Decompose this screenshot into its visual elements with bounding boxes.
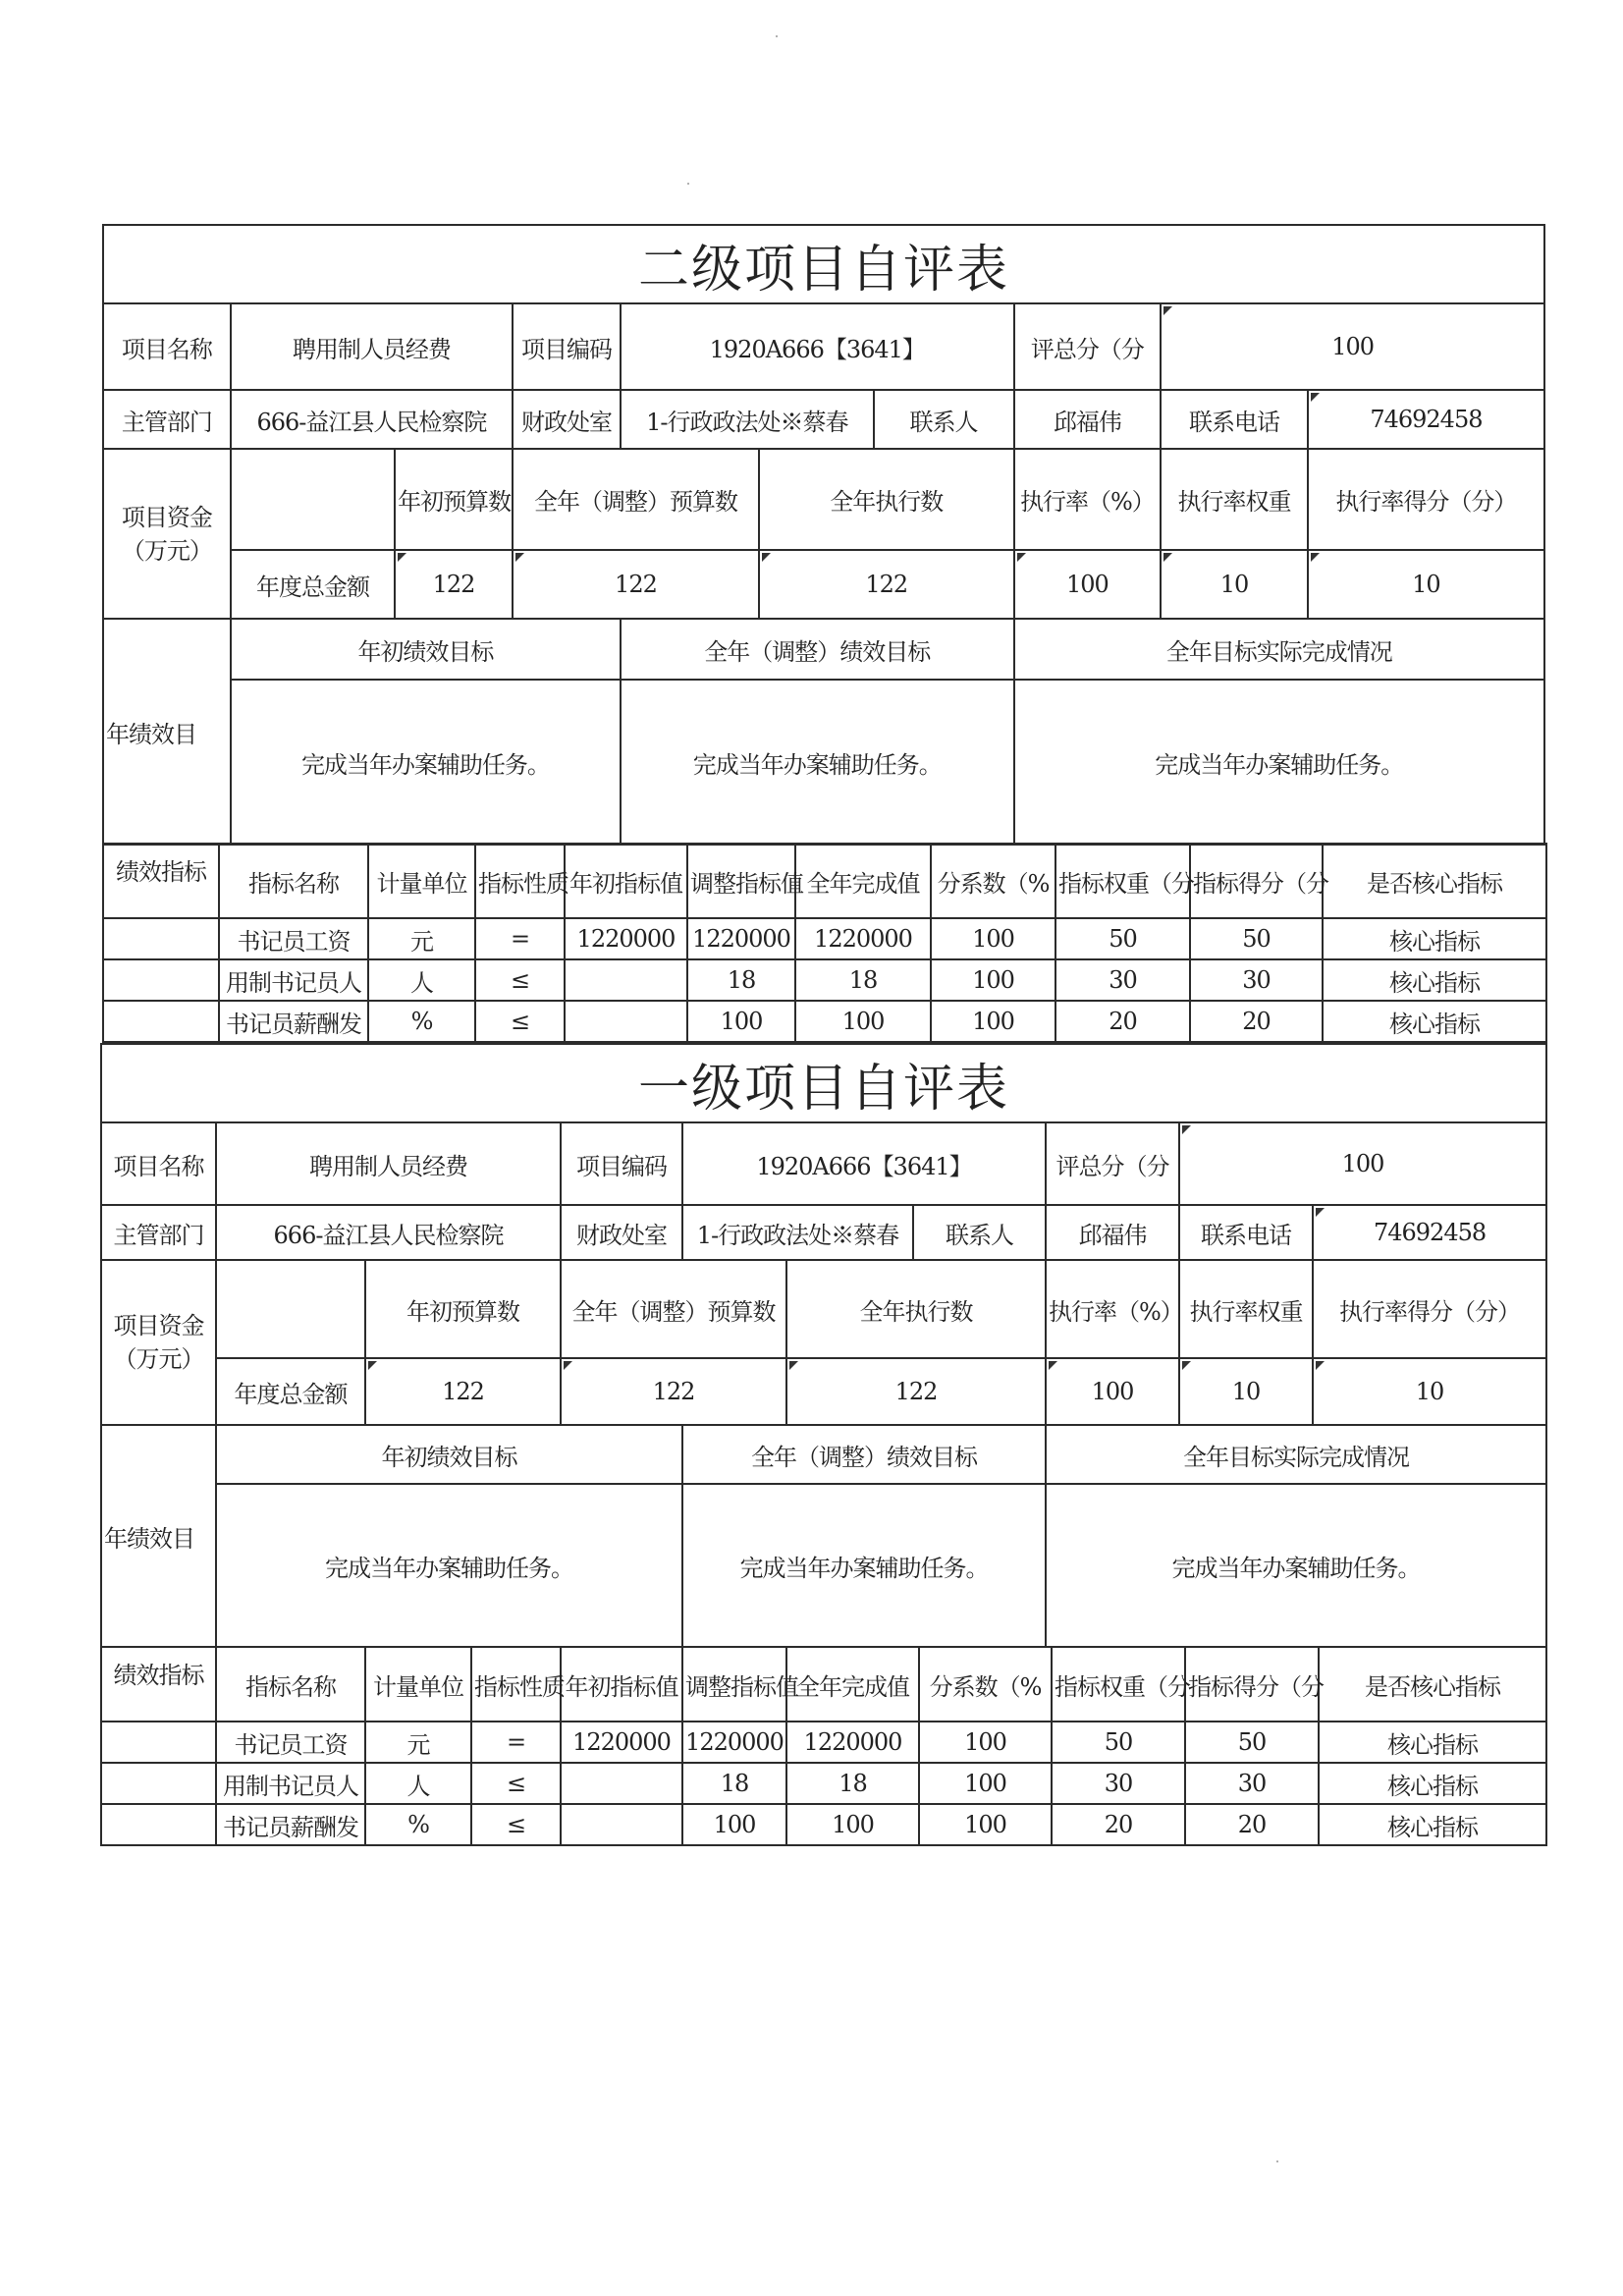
indicator-header: 指标性质 xyxy=(471,1647,561,1722)
indicator-cell: 元 xyxy=(368,918,475,959)
contact-label: 联系人 xyxy=(874,390,1014,449)
empty-cell xyxy=(231,449,395,550)
indicator-cell: 20 xyxy=(1190,1001,1323,1042)
project-name-label: 项目名称 xyxy=(103,303,231,390)
indicator-cell: 100 xyxy=(682,1804,786,1845)
indicator-cell: ≤ xyxy=(471,1763,561,1804)
goal-header-initial: 年初绩效目标 xyxy=(216,1425,682,1484)
annual-total-label: 年度总金额 xyxy=(231,550,395,619)
budget-header-rate: 执行率（%） xyxy=(1014,449,1162,550)
project-code-label: 项目编码 xyxy=(561,1122,682,1205)
contact: 邱福伟 xyxy=(1014,390,1162,449)
indicator-header: 指标权重（分 xyxy=(1055,844,1190,918)
indicator-cell: 书记员工资 xyxy=(219,918,368,959)
indicator-cell: 30 xyxy=(1055,959,1190,1001)
project-code-label: 项目编码 xyxy=(513,303,621,390)
dept: 666-益江县人民检察院 xyxy=(216,1205,561,1260)
indicator-cell: 100 xyxy=(931,1001,1055,1042)
indicator-header: 是否核心指标 xyxy=(1319,1647,1546,1722)
budget-initial-value: 122 xyxy=(365,1358,561,1425)
table-title: 一级项目自评表 xyxy=(101,1044,1546,1122)
goal-header-actual: 全年目标实际完成情况 xyxy=(1014,619,1544,680)
indicator-cell: 20 xyxy=(1055,1001,1190,1042)
table-row xyxy=(101,1804,1546,1845)
finance-label: 财政处室 xyxy=(561,1205,682,1260)
indicator-cell: 100 xyxy=(919,1763,1052,1804)
indicator-header: 年初指标值 xyxy=(561,1647,682,1722)
empty-cell xyxy=(216,1260,365,1358)
indicator-cell: 50 xyxy=(1055,918,1190,959)
indicator-header: 全年完成值 xyxy=(786,1647,919,1722)
goal-actual: 完成当年办案辅助任务。 xyxy=(1014,680,1544,845)
indicator-cell: 人 xyxy=(365,1763,471,1804)
indicator-cell: 1220000 xyxy=(561,1722,682,1763)
budget-header-weight: 执行率权重 xyxy=(1179,1260,1313,1358)
project-name-label: 项目名称 xyxy=(101,1122,216,1205)
phone: 74692458 xyxy=(1313,1205,1546,1260)
budget-adjusted-value: 122 xyxy=(561,1358,786,1425)
indicator-cell: 100 xyxy=(786,1804,919,1845)
budget-executed-value: 122 xyxy=(786,1358,1046,1425)
table-row xyxy=(103,918,1546,959)
scan-speck xyxy=(687,183,689,185)
goal-header-actual: 全年目标实际完成情况 xyxy=(1046,1425,1546,1484)
budget-weight-value: 10 xyxy=(1179,1358,1313,1425)
indicator-cell: 核心指标 xyxy=(1319,1722,1546,1763)
indicator-cell: 1220000 xyxy=(786,1722,919,1763)
indicator-header: 指标名称 xyxy=(219,844,368,918)
budget-header-initial: 年初预算数 xyxy=(395,449,513,550)
total-score-label: 评总分（分 xyxy=(1014,303,1162,390)
dept: 666-益江县人民检察院 xyxy=(231,390,513,449)
row-spacer xyxy=(103,1001,219,1042)
indicator-cell: 1220000 xyxy=(682,1722,786,1763)
funds-label: 项目资金（万元） xyxy=(103,449,231,619)
indicator-cell: 1220000 xyxy=(565,918,687,959)
goal-adjusted: 完成当年办案辅助任务。 xyxy=(621,680,1014,845)
row-spacer xyxy=(101,1722,216,1763)
indicator-cell xyxy=(565,959,687,1001)
phone-label: 联系电话 xyxy=(1161,390,1308,449)
budget-header-executed: 全年执行数 xyxy=(759,449,1014,550)
indicator-cell: 18 xyxy=(795,959,931,1001)
budget-header-score: 执行率得分（分） xyxy=(1308,449,1544,550)
self-evaluation-table-primary xyxy=(100,1043,1547,1648)
goal-header-adjusted: 全年（调整）绩效目标 xyxy=(682,1425,1046,1484)
project-code: 1920A666【3641】 xyxy=(682,1122,1046,1205)
indicator-cell: 书记员薪酬发 xyxy=(216,1804,365,1845)
funds-label: 项目资金（万元） xyxy=(101,1260,216,1425)
indicator-cell xyxy=(561,1763,682,1804)
finance: 1-行政政法处※蔡春 xyxy=(682,1205,913,1260)
indicator-cell xyxy=(561,1804,682,1845)
scan-speck xyxy=(776,35,778,37)
indicator-cell: = xyxy=(475,918,565,959)
goal-adjusted: 完成当年办案辅助任务。 xyxy=(682,1484,1046,1647)
indicator-header: 指标名称 xyxy=(216,1647,365,1722)
indicator-header: 是否核心指标 xyxy=(1323,844,1546,918)
indicator-header: 计量单位 xyxy=(368,844,475,918)
indicator-cell: 1220000 xyxy=(795,918,931,959)
indicator-label: 绩效指标 xyxy=(103,844,219,918)
indicator-cell: 100 xyxy=(919,1804,1052,1845)
indicator-header: 分系数（% xyxy=(931,844,1055,918)
budget-weight-value: 10 xyxy=(1161,550,1308,619)
budget-header-adjusted: 全年（调整）预算数 xyxy=(513,449,759,550)
finance-label: 财政处室 xyxy=(513,390,621,449)
table-row xyxy=(101,1722,1546,1763)
contact: 邱福伟 xyxy=(1046,1205,1179,1260)
indicator-cell: 100 xyxy=(931,959,1055,1001)
goal-header-adjusted: 全年（调整）绩效目标 xyxy=(621,619,1014,680)
indicator-header: 指标权重（分 xyxy=(1052,1647,1185,1722)
indicator-cell: % xyxy=(368,1001,475,1042)
indicator-cell: 18 xyxy=(687,959,795,1001)
table-row xyxy=(101,1763,1546,1804)
indicator-cell: 人 xyxy=(368,959,475,1001)
indicator-header: 指标得分（分 xyxy=(1190,844,1323,918)
budget-header-rate: 执行率（%） xyxy=(1046,1260,1179,1358)
indicator-cell: 核心指标 xyxy=(1319,1804,1546,1845)
indicator-label: 绩效指标 xyxy=(101,1647,216,1722)
indicator-header: 指标得分（分 xyxy=(1185,1647,1319,1722)
budget-header-executed: 全年执行数 xyxy=(786,1260,1046,1358)
total-score: 100 xyxy=(1179,1122,1546,1205)
table-row xyxy=(103,1001,1546,1042)
scan-speck xyxy=(1276,2160,1278,2162)
row-spacer xyxy=(103,959,219,1001)
goal-initial: 完成当年办案辅助任务。 xyxy=(216,1484,682,1647)
row-spacer xyxy=(101,1763,216,1804)
goal-label: 年绩效目 xyxy=(103,619,231,845)
table-row xyxy=(103,959,1546,1001)
indicator-cell: 核心指标 xyxy=(1323,959,1546,1001)
indicator-cell: 100 xyxy=(795,1001,931,1042)
indicator-cell: ≤ xyxy=(475,1001,565,1042)
indicator-cell: ≤ xyxy=(475,959,565,1001)
indicator-header: 指标性质 xyxy=(475,844,565,918)
indicator-cell: 核心指标 xyxy=(1323,1001,1546,1042)
indicator-cell: ≤ xyxy=(471,1804,561,1845)
budget-adjusted-value: 122 xyxy=(513,550,759,619)
indicator-cell: 50 xyxy=(1190,918,1323,959)
indicator-cell: 30 xyxy=(1185,1763,1319,1804)
phone: 74692458 xyxy=(1308,390,1544,449)
budget-header-weight: 执行率权重 xyxy=(1161,449,1308,550)
indicator-cell: 书记员薪酬发 xyxy=(219,1001,368,1042)
indicator-cell: 用制书记员人 xyxy=(216,1763,365,1804)
budget-rate-value: 100 xyxy=(1014,550,1162,619)
indicator-cell: 书记员工资 xyxy=(216,1722,365,1763)
indicator-header: 年初指标值 xyxy=(565,844,687,918)
indicator-cell: 20 xyxy=(1052,1804,1185,1845)
indicator-cell: 元 xyxy=(365,1722,471,1763)
budget-header-score: 执行率得分（分） xyxy=(1313,1260,1546,1358)
goal-label: 年绩效目 xyxy=(101,1425,216,1647)
total-score: 100 xyxy=(1161,303,1544,390)
annual-total-label: 年度总金额 xyxy=(216,1358,365,1425)
dept-label: 主管部门 xyxy=(101,1205,216,1260)
project-code: 1920A666【3641】 xyxy=(621,303,1014,390)
indicator-cell: 100 xyxy=(919,1722,1052,1763)
indicator-cell: 用制书记员人 xyxy=(219,959,368,1001)
budget-score-value: 10 xyxy=(1308,550,1544,619)
project-name: 聘用制人员经费 xyxy=(216,1122,561,1205)
budget-header-adjusted: 全年（调整）预算数 xyxy=(561,1260,786,1358)
finance: 1-行政政法处※蔡春 xyxy=(621,390,873,449)
budget-score-value: 10 xyxy=(1313,1358,1546,1425)
indicator-table-primary xyxy=(100,1646,1547,1846)
indicator-table-secondary xyxy=(102,843,1547,1043)
indicator-cell xyxy=(565,1001,687,1042)
table-title: 二级项目自评表 xyxy=(103,225,1544,303)
indicator-header: 调整指标值 xyxy=(682,1647,786,1722)
goal-actual: 完成当年办案辅助任务。 xyxy=(1046,1484,1546,1647)
indicator-cell: = xyxy=(471,1722,561,1763)
project-name: 聘用制人员经费 xyxy=(231,303,513,390)
indicator-cell: 核心指标 xyxy=(1323,918,1546,959)
indicator-cell: 50 xyxy=(1052,1722,1185,1763)
self-evaluation-table-secondary xyxy=(102,224,1545,846)
indicator-header: 全年完成值 xyxy=(795,844,931,918)
indicator-cell: 18 xyxy=(682,1763,786,1804)
indicator-cell: 50 xyxy=(1185,1722,1319,1763)
budget-header-initial: 年初预算数 xyxy=(365,1260,561,1358)
budget-rate-value: 100 xyxy=(1046,1358,1179,1425)
phone-label: 联系电话 xyxy=(1179,1205,1313,1260)
indicator-cell: 100 xyxy=(931,918,1055,959)
goal-header-initial: 年初绩效目标 xyxy=(231,619,621,680)
indicator-cell: 1220000 xyxy=(687,918,795,959)
indicator-cell: 20 xyxy=(1185,1804,1319,1845)
indicator-cell: 30 xyxy=(1190,959,1323,1001)
indicator-header: 调整指标值 xyxy=(687,844,795,918)
indicator-cell: 30 xyxy=(1052,1763,1185,1804)
indicator-header: 计量单位 xyxy=(365,1647,471,1722)
indicator-header: 分系数（% xyxy=(919,1647,1052,1722)
budget-executed-value: 122 xyxy=(759,550,1014,619)
indicator-cell: 100 xyxy=(687,1001,795,1042)
indicator-cell: % xyxy=(365,1804,471,1845)
budget-initial-value: 122 xyxy=(395,550,513,619)
goal-initial: 完成当年办案辅助任务。 xyxy=(231,680,621,845)
dept-label: 主管部门 xyxy=(103,390,231,449)
total-score-label: 评总分（分 xyxy=(1046,1122,1179,1205)
contact-label: 联系人 xyxy=(913,1205,1046,1260)
indicator-cell: 核心指标 xyxy=(1319,1763,1546,1804)
indicator-cell: 18 xyxy=(786,1763,919,1804)
row-spacer xyxy=(101,1804,216,1845)
row-spacer xyxy=(103,918,219,959)
